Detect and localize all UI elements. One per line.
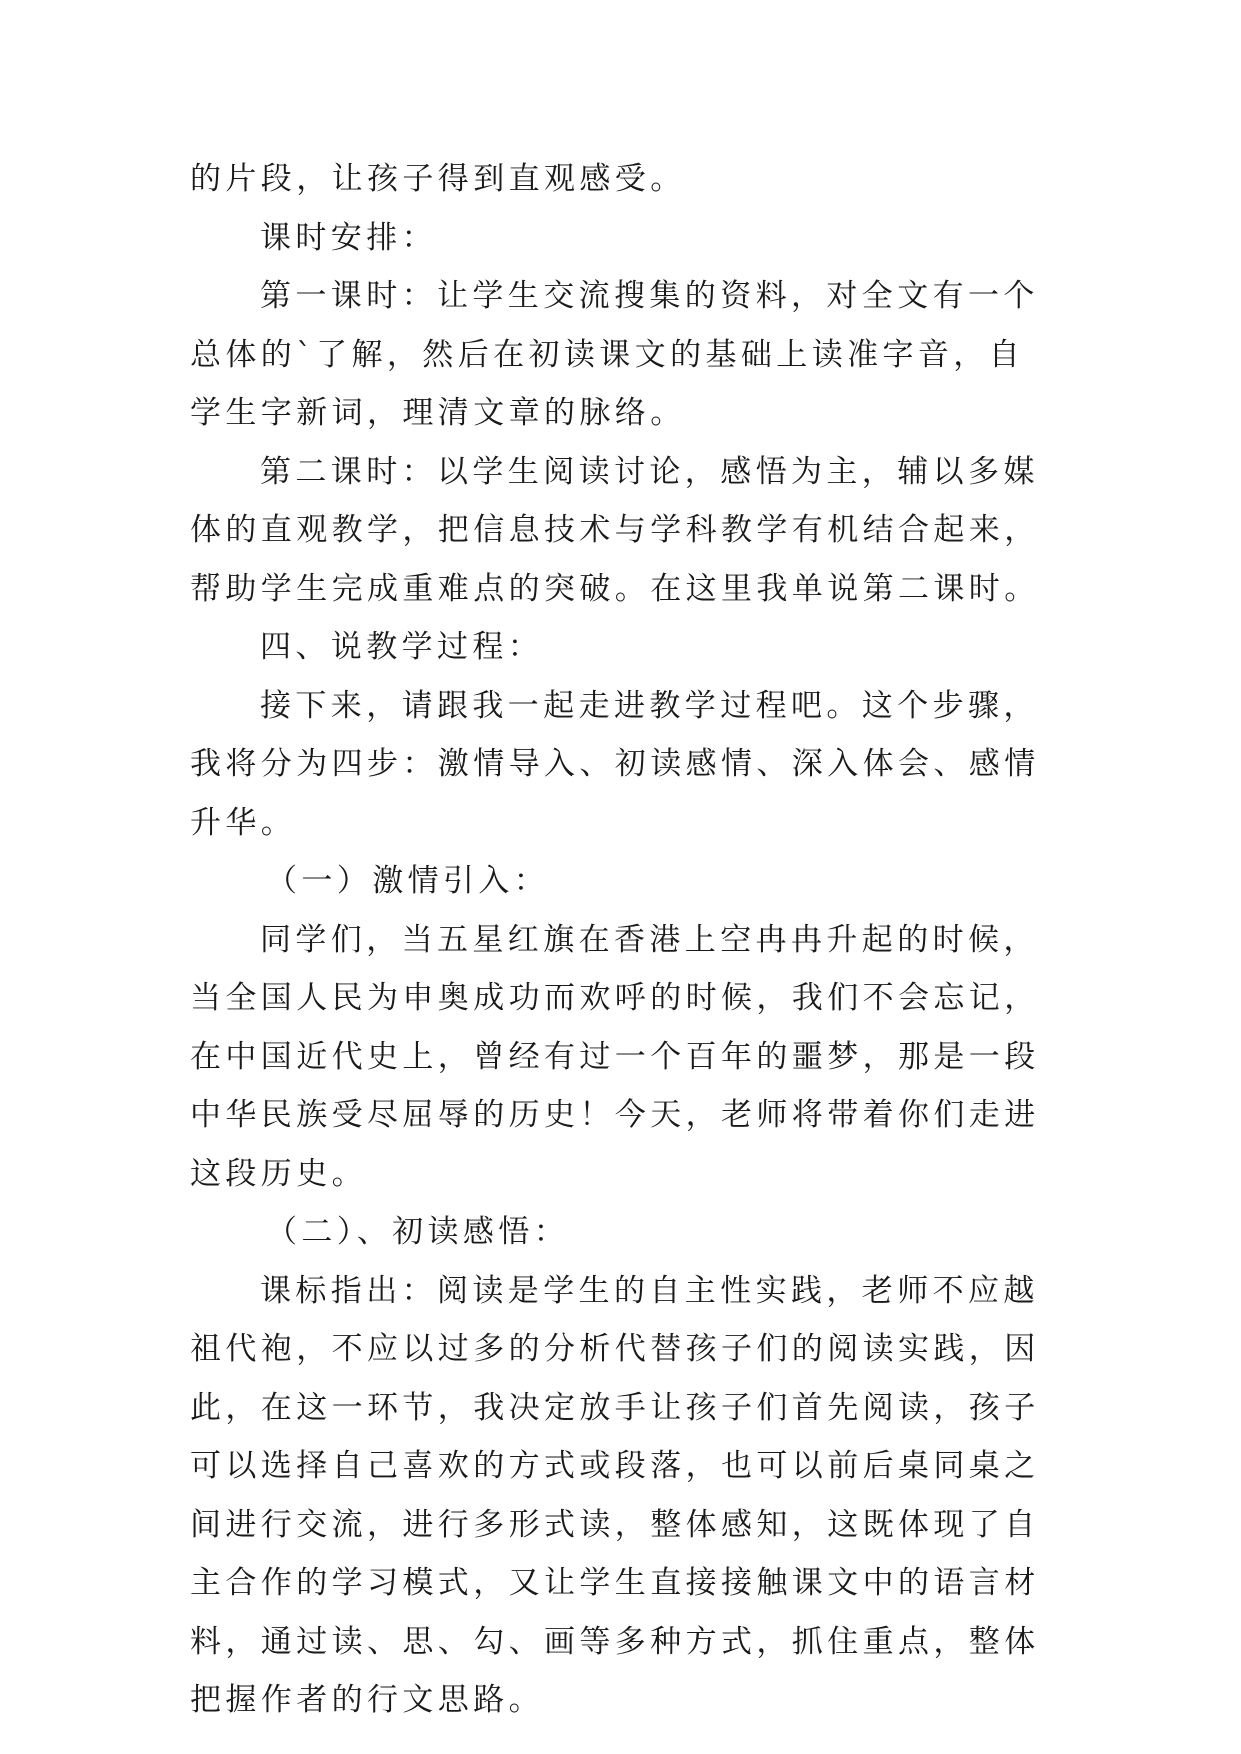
- subheading-introduction: （一）激情引入：: [266, 863, 550, 899]
- paragraph-lesson-schedule-heading: 课时安排：: [260, 219, 437, 256]
- document-page: [190, 150, 1050, 1730]
- paragraph-process-intro: 接下来，请跟我一起走进教学过程吧。这个步骤，我将分为四步：激情导入、初读感情、深入体会、感情升华。: [190, 687, 1040, 841]
- paragraph-first-lesson: 第一课时：让学生交流搜集的资料，对全文有一个总体的`了解，然后在初读课文的基础上读准字音，自学生字新词，理清文章的脉络。: [190, 278, 1039, 431]
- paragraph-continuation: 的片段，让孩子得到直观感受。: [190, 161, 686, 197]
- paragraph-second-lesson: 第二课时：以学生阅读讨论，感悟为主，辅以多媒体的直观教学，把信息技术与学科教学有机结合起来，帮助学生完成重难点的突破。在这里我单说第二课时。: [190, 453, 1040, 607]
- paragraph-introduction-content: 同学们，当五星红旗在香港上空冉冉升起的时候，当全国人民为申奥成功而欢呼的时候，我们不会忘记，在中国近代史上，曾经有过一个百年的噩梦，那是一段中华民族受尽屈辱的历史！今天，老师将带着你们走进这段历史。: [190, 921, 1040, 1192]
- subheading-first-reading: （二）、初读感悟：: [266, 1214, 570, 1250]
- paragraph-first-reading-content: 课标指出：阅读是学生的自主性实践，老师不应越祖代袍，不应以过多的分析代替孩子们的阅读实践，因此，在这一环节，我决定放手让孩子们首先阅读，孩子可以选择自己喜欢的方式或段落，也可以前后桌同桌之间进行交流，进行多形式读，整体感知，这既体现了自主合作的学习模式，又让学生直接接触课文中的语言材料，通过读、思、勾、画等多种方式，抓住重点，整体把握作者的行文思路。: [190, 1272, 1040, 1718]
- section-heading-teaching-process: 四、说教学过程：: [260, 629, 544, 665]
